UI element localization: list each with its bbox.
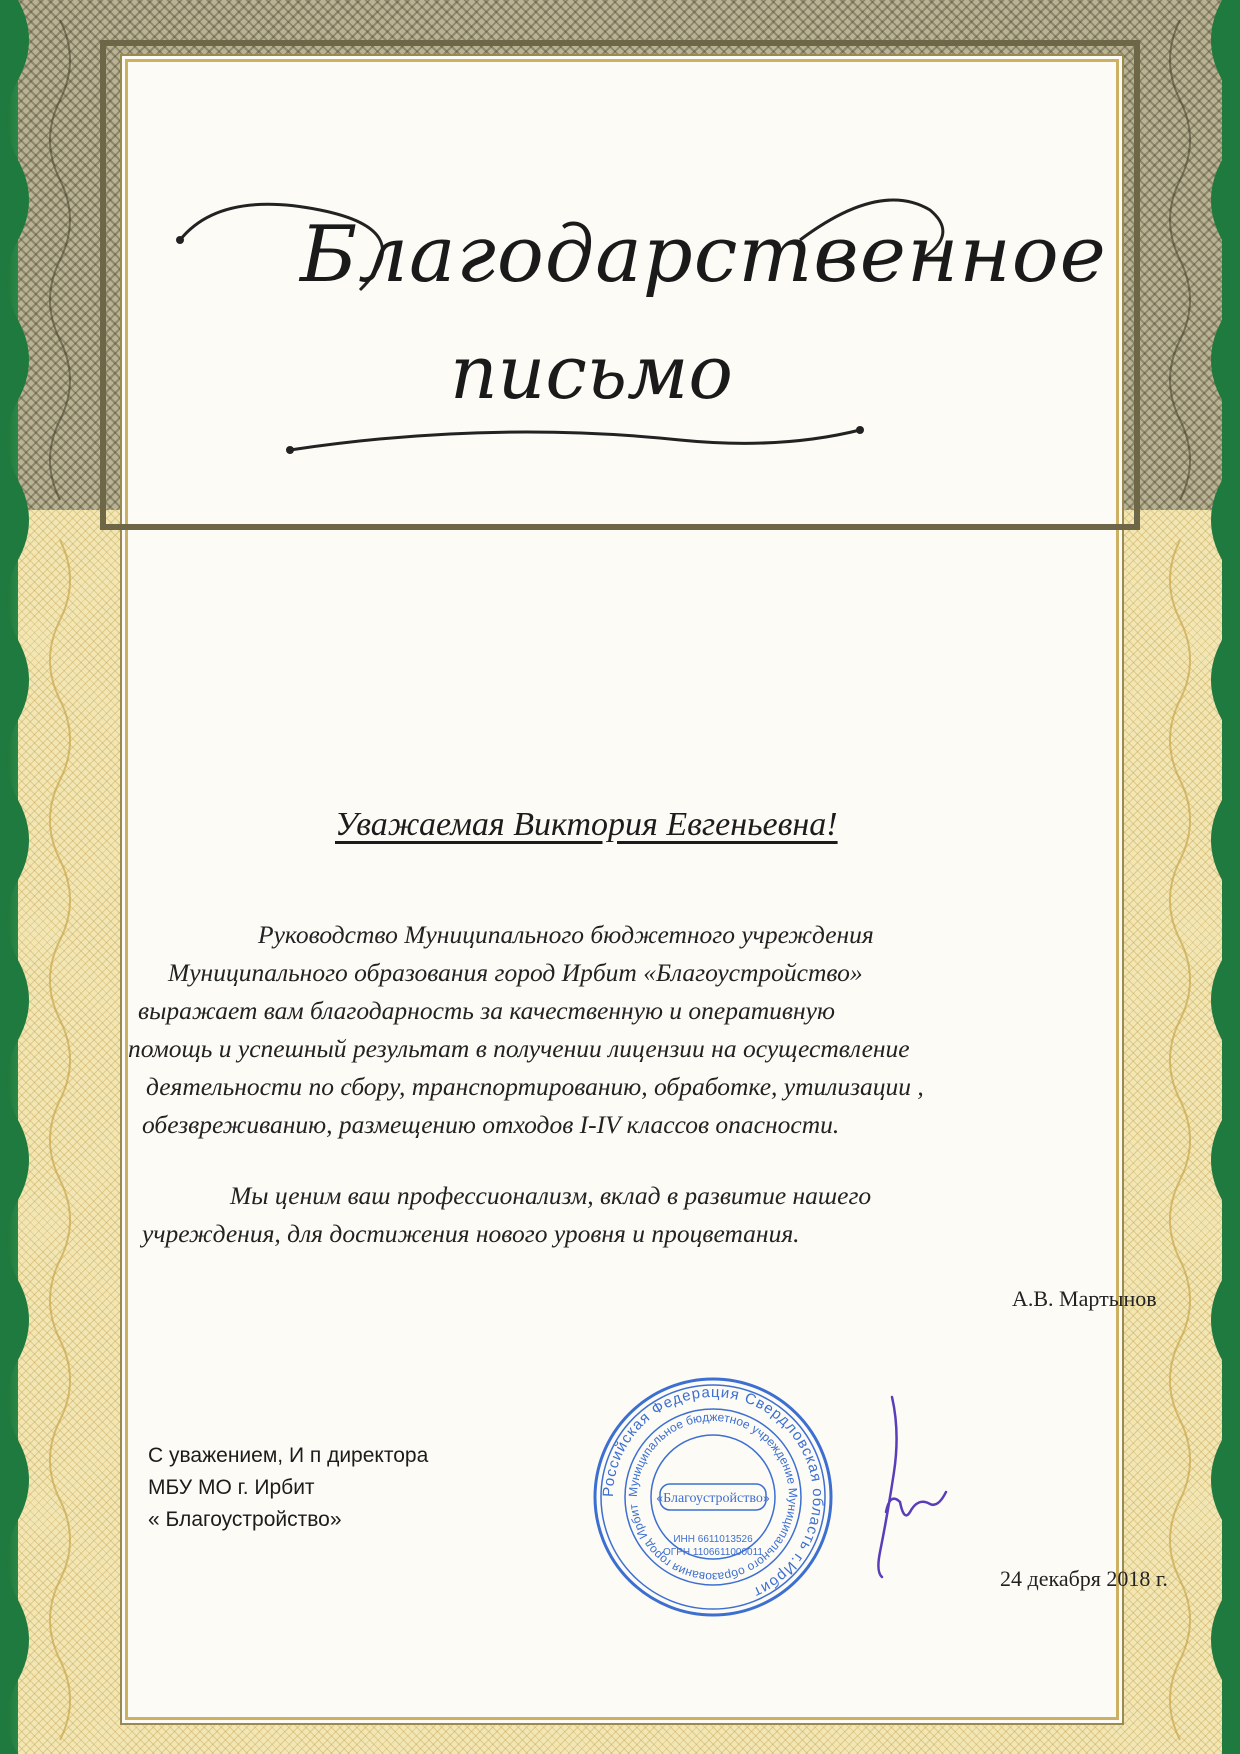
paragraph-1-line: деятельности по сбору, транспортированию, обработке, утилизации , — [146, 1072, 924, 1101]
title-line-1: Благодарственное — [300, 210, 1107, 300]
paragraph-1-line: Муниципального образования город Ирбит «Благоустройство» — [168, 958, 863, 987]
paragraph-1-line: выражает вам благодарность за качественную и оперативную — [138, 996, 835, 1025]
paragraph-1-line: помощь и успешный результат в получении лицензии на осуществление — [128, 1034, 910, 1063]
signature-line: « Благоустройство» — [148, 1508, 342, 1531]
svg-text:Муниципальное бюджетное учрежд: Муниципальное бюджетное учреждение Муниципального образования город Ирбит — [625, 1409, 801, 1585]
title-line-2: письмо — [450, 330, 733, 416]
svg-text:«Благоустройство»: «Благоустройство» — [656, 1491, 770, 1506]
signature-line: С уважением, И п директора — [148, 1444, 429, 1467]
signature-line: МБУ МО г. Ирбит — [148, 1476, 315, 1499]
paragraph-1-line: Руководство Муниципального бюджетного учреждения — [258, 920, 874, 949]
svg-text:Российская Федерация Свердловс: Российская Федерация Свердловская область г.Ирбит — [599, 1383, 827, 1601]
paragraph-2-line: учреждения, для достижения нового уровня и процветания. — [142, 1219, 800, 1248]
handwritten-signature — [860, 1392, 950, 1582]
svg-text:ИНН 6611013526: ИНН 6611013526 — [673, 1534, 753, 1545]
signer-name: А.В. Мартынов — [1012, 1286, 1157, 1311]
paragraph-2-line: Мы ценим ваш профессионализм, вклад в развитие нашего — [230, 1181, 872, 1210]
document-date: 24 декабря 2018 г. — [1000, 1566, 1168, 1591]
signature-block — [148, 1440, 428, 1536]
svg-text:ОГРН 1106611000011: ОГРН 1106611000011 — [663, 1547, 763, 1558]
salutation: Уважаемая Виктория Евгеньевна! — [335, 806, 838, 843]
paragraph-2 — [138, 1177, 1138, 1253]
paragraph-1-line: обезвреживанию, размещению отходов I-IV классов опасности. — [142, 1110, 840, 1139]
official-stamp — [588, 1372, 838, 1622]
paragraph-1 — [128, 916, 1138, 1144]
title-block — [160, 180, 1107, 480]
